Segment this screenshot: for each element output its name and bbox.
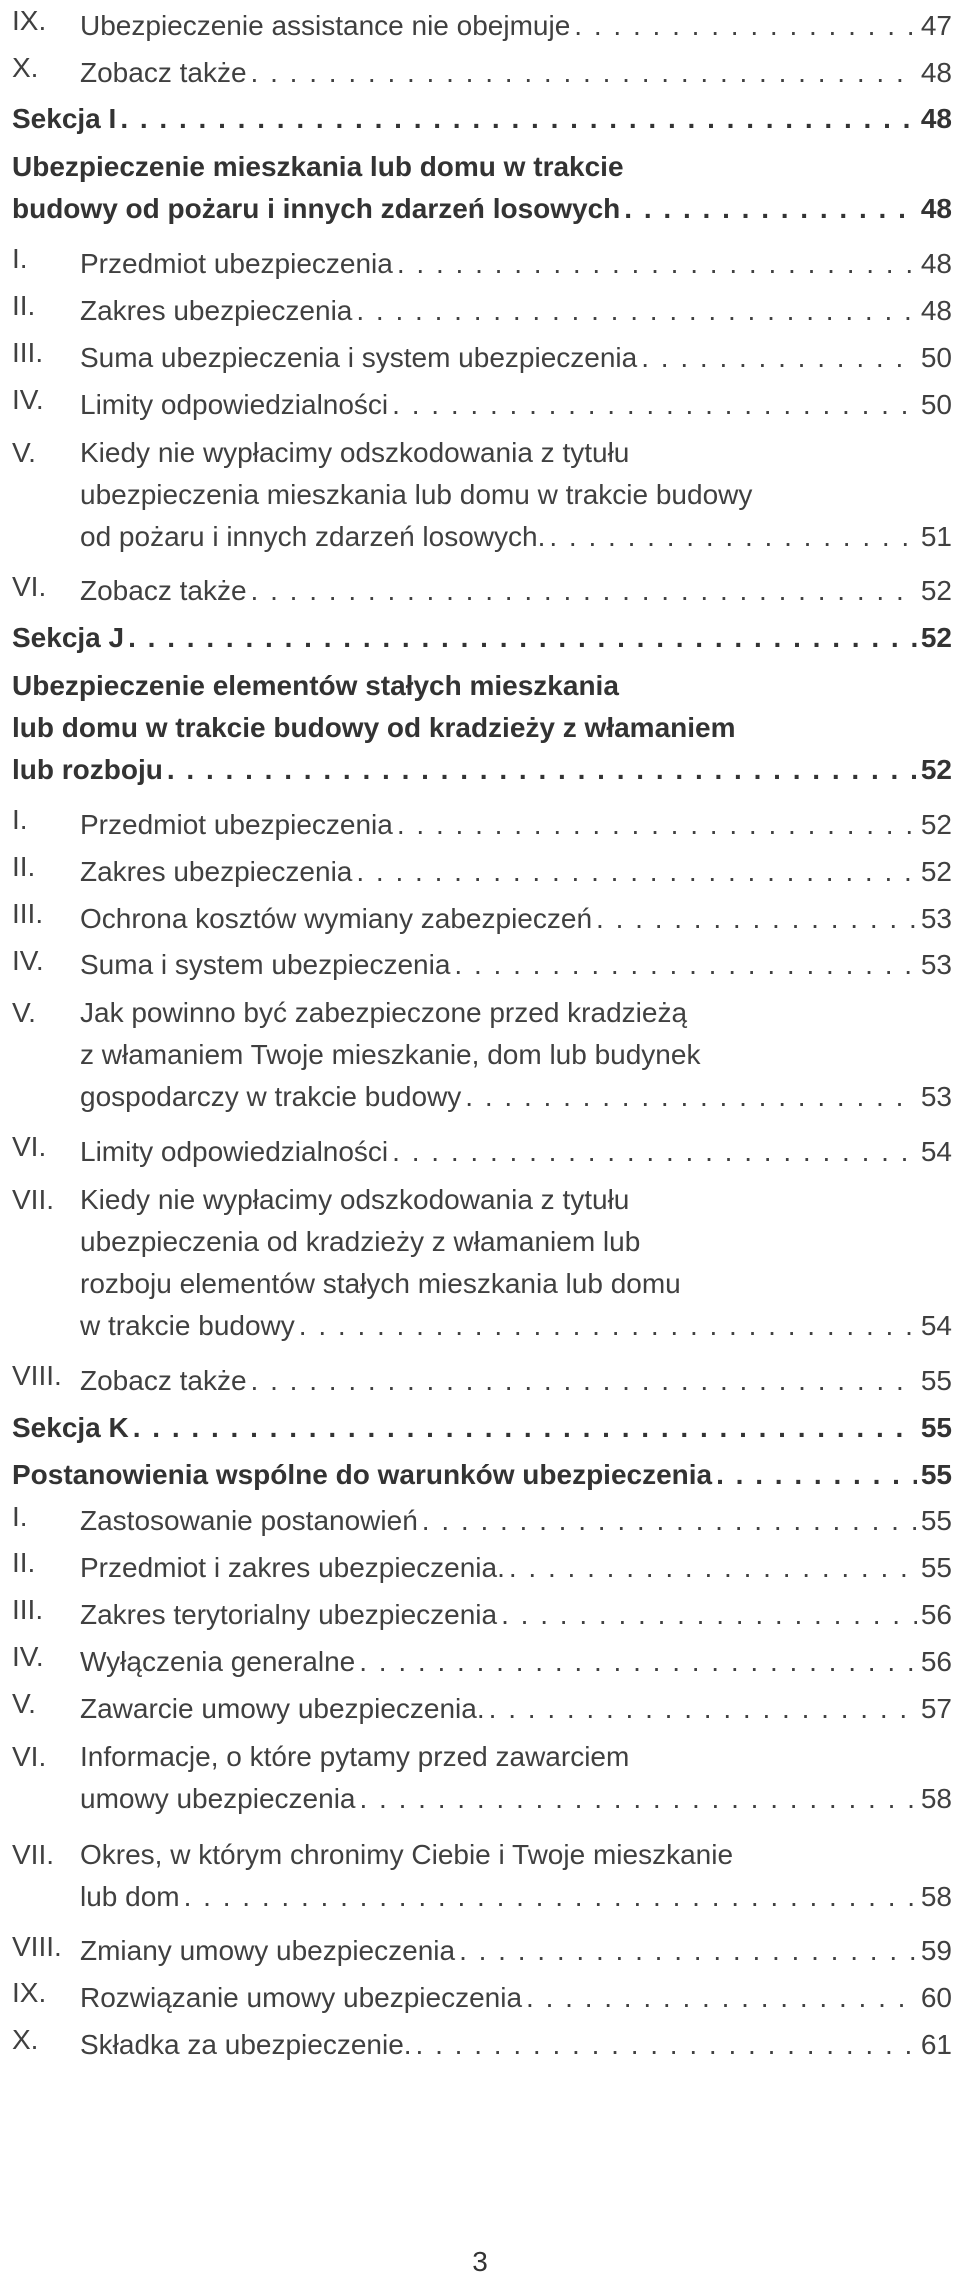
toc-entry-title-line: umowy ubezpieczenia bbox=[80, 1782, 356, 1814]
dot-leader bbox=[459, 1930, 917, 1972]
toc-entry-page: 55 bbox=[920, 1364, 952, 1396]
toc-entry-page: 53 bbox=[920, 902, 952, 934]
toc-entry-title-line: Ochrona kosztów wymiany zabezpieczeń bbox=[80, 902, 593, 934]
toc-entry-title-line: lub rozboju bbox=[12, 754, 163, 786]
toc-entry-title-line: Przedmiot ubezpieczenia bbox=[80, 808, 393, 840]
toc-entry-title-line: Sekcja I bbox=[12, 103, 117, 135]
toc-entry-title-line: Postanowienia wspólne do warunków ubezpieczenia bbox=[12, 1458, 713, 1490]
toc-entry-page: 47 bbox=[920, 9, 952, 41]
toc-entry-page: 55 bbox=[920, 1552, 952, 1584]
toc-entry-title-line: Zakres ubezpieczenia bbox=[80, 294, 353, 326]
toc-entry[interactable] bbox=[12, 47, 952, 94]
toc-entry[interactable] bbox=[12, 332, 952, 379]
toc-entry-title-line: Sekcja J bbox=[12, 622, 125, 654]
toc-entry-number: I. bbox=[12, 243, 28, 275]
dot-leader bbox=[501, 1594, 917, 1636]
toc-entry-number: I. bbox=[12, 804, 28, 836]
dot-leader bbox=[397, 243, 917, 285]
toc-entry[interactable] bbox=[12, 986, 952, 1126]
toc-entry-number: VII. bbox=[12, 1838, 55, 1870]
dot-leader bbox=[526, 1977, 917, 2019]
toc-entry-page: 57 bbox=[920, 1692, 952, 1724]
toc-entry-title-line: rozboju elementów stałych mieszkania lub domu bbox=[80, 1268, 681, 1300]
toc-entry[interactable] bbox=[12, 1730, 952, 1828]
toc-entry[interactable] bbox=[12, 0, 952, 47]
toc-entry-title-line: w trakcie budowy bbox=[80, 1310, 295, 1342]
toc-entry-title-line: lub domu w trakcie budowy od kradzieży z włamaniem bbox=[12, 712, 736, 744]
dot-leader bbox=[422, 1500, 917, 1542]
toc-entry-number: III. bbox=[12, 336, 44, 368]
toc-entry-page: 48 bbox=[920, 248, 952, 280]
toc-entry-page: 50 bbox=[920, 388, 952, 420]
toc-entry[interactable] bbox=[12, 1355, 952, 1402]
toc-entry-page: 51 bbox=[920, 520, 952, 552]
dot-leader bbox=[392, 384, 917, 426]
toc-entry-title-line: Suma i system ubezpieczenia bbox=[80, 949, 451, 981]
toc-entry-title-line: ubezpieczenia od kradzieży z włamaniem lub bbox=[80, 1226, 641, 1258]
toc-entry-title-line: Kiedy nie wypłacimy odszkodowania z tytułu bbox=[80, 436, 630, 468]
dot-leader bbox=[574, 5, 917, 47]
toc-heading[interactable] bbox=[12, 659, 952, 799]
toc-entry-title-line: Ubezpieczenie mieszkania lub domu w trakcie bbox=[12, 151, 624, 183]
toc-entry-number: IV. bbox=[12, 944, 44, 976]
toc-entry-title-line: Przedmiot i zakres ubezpieczenia. bbox=[80, 1552, 505, 1584]
toc-entry-page: 48 bbox=[920, 294, 952, 326]
dot-leader bbox=[596, 898, 917, 940]
toc-entry-page: 52 bbox=[920, 855, 952, 887]
toc-heading[interactable] bbox=[12, 1449, 952, 1496]
toc-entry-page: 52 bbox=[920, 808, 952, 840]
toc-entry-title-line: Ubezpieczenie assistance nie obejmuje bbox=[80, 9, 571, 41]
toc-entry-title-line: Zmiany umowy ubezpieczenia bbox=[80, 1935, 456, 1967]
toc-entry-title-line: Zobacz także bbox=[80, 575, 247, 607]
toc-entry-page: 48 bbox=[920, 193, 952, 225]
dot-leader bbox=[392, 1131, 917, 1173]
toc-entry-page: 48 bbox=[920, 103, 952, 135]
toc-entry-number: III. bbox=[12, 897, 44, 929]
toc-entry-page: 52 bbox=[920, 622, 952, 654]
toc-section[interactable] bbox=[12, 1402, 952, 1449]
toc-entry-title-line: Przedmiot ubezpieczenia bbox=[80, 248, 393, 280]
toc-entry-number: X. bbox=[12, 51, 39, 83]
toc-entry-page: 52 bbox=[920, 754, 952, 786]
toc-section[interactable] bbox=[12, 612, 952, 659]
toc-entry-title-line: Suma ubezpieczenia i system ubezpieczenia bbox=[80, 341, 638, 373]
toc-heading[interactable] bbox=[12, 140, 952, 238]
toc-entry-title-line: Sekcja K bbox=[12, 1411, 129, 1443]
toc-entry-number: V. bbox=[12, 997, 36, 1029]
toc-entry-number: II. bbox=[12, 850, 36, 882]
toc-entry[interactable] bbox=[12, 1636, 952, 1683]
toc-entry-title-line: Wyłączenia generalne bbox=[80, 1645, 356, 1677]
toc-entry-title-line: budowy od pożaru i innych zdarzeń losowych bbox=[12, 193, 621, 225]
dot-leader bbox=[397, 804, 917, 846]
toc-entry-number: VIII. bbox=[12, 1360, 62, 1392]
toc-entry[interactable] bbox=[12, 846, 952, 893]
toc-entry-page: 55 bbox=[920, 1458, 952, 1490]
toc-entry-title-line: ubezpieczenia mieszkania lub domu w trakcie budowy bbox=[80, 478, 753, 510]
toc-entry[interactable] bbox=[12, 1828, 952, 1926]
dot-leader bbox=[120, 98, 917, 140]
dot-leader bbox=[299, 1305, 917, 1347]
toc-entry-title-line: gospodarczy w trakcie budowy bbox=[80, 1081, 462, 1113]
dot-leader bbox=[509, 1547, 917, 1589]
toc-entry-title-line: Jak powinno być zabezpieczone przed kradzieżą bbox=[80, 997, 688, 1029]
toc-entry-title-line: Zawarcie umowy ubezpieczenia. bbox=[80, 1692, 485, 1724]
dot-leader bbox=[251, 570, 917, 612]
toc-entry[interactable] bbox=[12, 566, 952, 613]
dot-leader bbox=[416, 2024, 917, 2066]
toc-entry-number: I. bbox=[12, 1500, 28, 1532]
dot-leader bbox=[454, 944, 916, 986]
toc-entry-title-line: Limity odpowiedzialności bbox=[80, 1136, 389, 1168]
toc-entry-title-line: Rozwiązanie umowy ubezpieczenia bbox=[80, 1982, 523, 2014]
toc-entry-number: IX. bbox=[12, 5, 47, 36]
toc-entry-title-line: Ubezpieczenie elementów stałych mieszkania bbox=[12, 670, 619, 702]
toc-entry[interactable] bbox=[12, 238, 952, 285]
toc-entry-title-line: z włamaniem Twoje mieszkanie, dom lub budynek bbox=[80, 1039, 701, 1071]
dot-leader bbox=[128, 617, 917, 659]
toc-entry-number: X. bbox=[12, 2024, 39, 2056]
toc-entry-page: 48 bbox=[920, 56, 952, 88]
table-of-contents bbox=[12, 0, 952, 2066]
toc-entry-page: 54 bbox=[920, 1310, 952, 1342]
toc-entry[interactable] bbox=[12, 1496, 952, 1543]
toc-entry-page: 58 bbox=[920, 1782, 952, 1814]
toc-entry[interactable] bbox=[12, 799, 952, 846]
dot-leader bbox=[356, 851, 916, 893]
toc-entry-title-line: od pożaru i innych zdarzeń losowych. bbox=[80, 520, 546, 552]
toc-entry-number: IV. bbox=[12, 1640, 44, 1672]
toc-entry-number: II. bbox=[12, 290, 36, 322]
toc-section[interactable] bbox=[12, 94, 952, 141]
toc-entry-page: 58 bbox=[920, 1880, 952, 1912]
toc-entry-page: 55 bbox=[920, 1411, 952, 1443]
toc-entry[interactable] bbox=[12, 940, 952, 987]
toc-entry[interactable] bbox=[12, 1126, 952, 1173]
toc-entry-title-line: Informacje, o które pytamy przed zawarciem bbox=[80, 1740, 630, 1772]
toc-entry-title-line: Zakres ubezpieczenia bbox=[80, 855, 353, 887]
toc-entry-title-line: Limity odpowiedzialności bbox=[80, 388, 389, 420]
toc-entry-title-line: lub dom bbox=[80, 1880, 180, 1912]
dot-leader bbox=[251, 52, 917, 94]
toc-entry-page: 52 bbox=[920, 575, 952, 607]
toc-entry-page: 54 bbox=[920, 1136, 952, 1168]
toc-entry-title-line: Zobacz także bbox=[80, 56, 247, 88]
toc-entry-number: VI. bbox=[12, 1740, 47, 1772]
toc-entry-number: VI. bbox=[12, 570, 47, 602]
toc-entry-page: 50 bbox=[920, 341, 952, 373]
toc-entry-number: V. bbox=[12, 436, 36, 468]
toc-entry-title-line: Okres, w którym chronimy Ciebie i Twoje mieszkanie bbox=[80, 1838, 734, 1870]
toc-entry-number: VII. bbox=[12, 1184, 55, 1216]
dot-leader bbox=[133, 1407, 917, 1449]
toc-entry[interactable] bbox=[12, 285, 952, 332]
dot-leader bbox=[251, 1360, 917, 1402]
dot-leader bbox=[716, 1454, 917, 1496]
dot-leader bbox=[359, 1641, 917, 1683]
dot-leader bbox=[167, 749, 917, 791]
dot-leader bbox=[356, 290, 916, 332]
toc-entry[interactable] bbox=[12, 1972, 952, 2019]
page-number: 3 bbox=[472, 2246, 488, 2277]
toc-entry-title-line: Zastosowanie postanowień bbox=[80, 1505, 418, 1537]
toc-entry[interactable] bbox=[12, 1683, 952, 1730]
toc-entry[interactable] bbox=[12, 1926, 952, 1973]
toc-entry[interactable] bbox=[12, 2019, 952, 2066]
dot-leader bbox=[184, 1876, 917, 1918]
toc-entry-page: 56 bbox=[920, 1598, 952, 1630]
toc-entry-page: 59 bbox=[920, 1935, 952, 1967]
toc-entry-page: 61 bbox=[920, 2028, 952, 2060]
toc-entry-number: IV. bbox=[12, 383, 44, 415]
toc-entry-number: VIII. bbox=[12, 1930, 62, 1962]
toc-entry-number: VI. bbox=[12, 1131, 47, 1163]
dot-leader bbox=[549, 516, 916, 558]
toc-entry[interactable] bbox=[12, 1542, 952, 1589]
toc-entry-number: III. bbox=[12, 1594, 44, 1626]
dot-leader bbox=[489, 1688, 917, 1730]
toc-entry-title-line: Składka za ubezpieczenie. bbox=[80, 2028, 412, 2060]
dot-leader bbox=[641, 337, 917, 379]
toc-entry[interactable] bbox=[12, 426, 952, 566]
toc-entry-page: 60 bbox=[920, 1982, 952, 2014]
toc-entry-title-line: Zobacz także bbox=[80, 1364, 247, 1396]
dot-leader bbox=[465, 1076, 917, 1118]
dot-leader bbox=[360, 1778, 917, 1820]
toc-entry[interactable] bbox=[12, 1173, 952, 1355]
toc-entry-title-line: Kiedy nie wypłacimy odszkodowania z tytułu bbox=[80, 1184, 630, 1216]
toc-entry-page: 53 bbox=[920, 949, 952, 981]
toc-entry-number: V. bbox=[12, 1687, 36, 1719]
toc-entry[interactable] bbox=[12, 893, 952, 940]
toc-entry-number: IX. bbox=[12, 1977, 47, 2009]
toc-entry[interactable] bbox=[12, 379, 952, 426]
toc-entry-page: 56 bbox=[920, 1645, 952, 1677]
toc-entry-page: 55 bbox=[920, 1505, 952, 1537]
toc-entry-page: 53 bbox=[920, 1081, 952, 1113]
toc-entry[interactable] bbox=[12, 1589, 952, 1636]
dot-leader bbox=[624, 188, 917, 230]
toc-entry-number: II. bbox=[12, 1547, 36, 1579]
toc-entry-title-line: Zakres terytorialny ubezpieczenia bbox=[80, 1598, 498, 1630]
